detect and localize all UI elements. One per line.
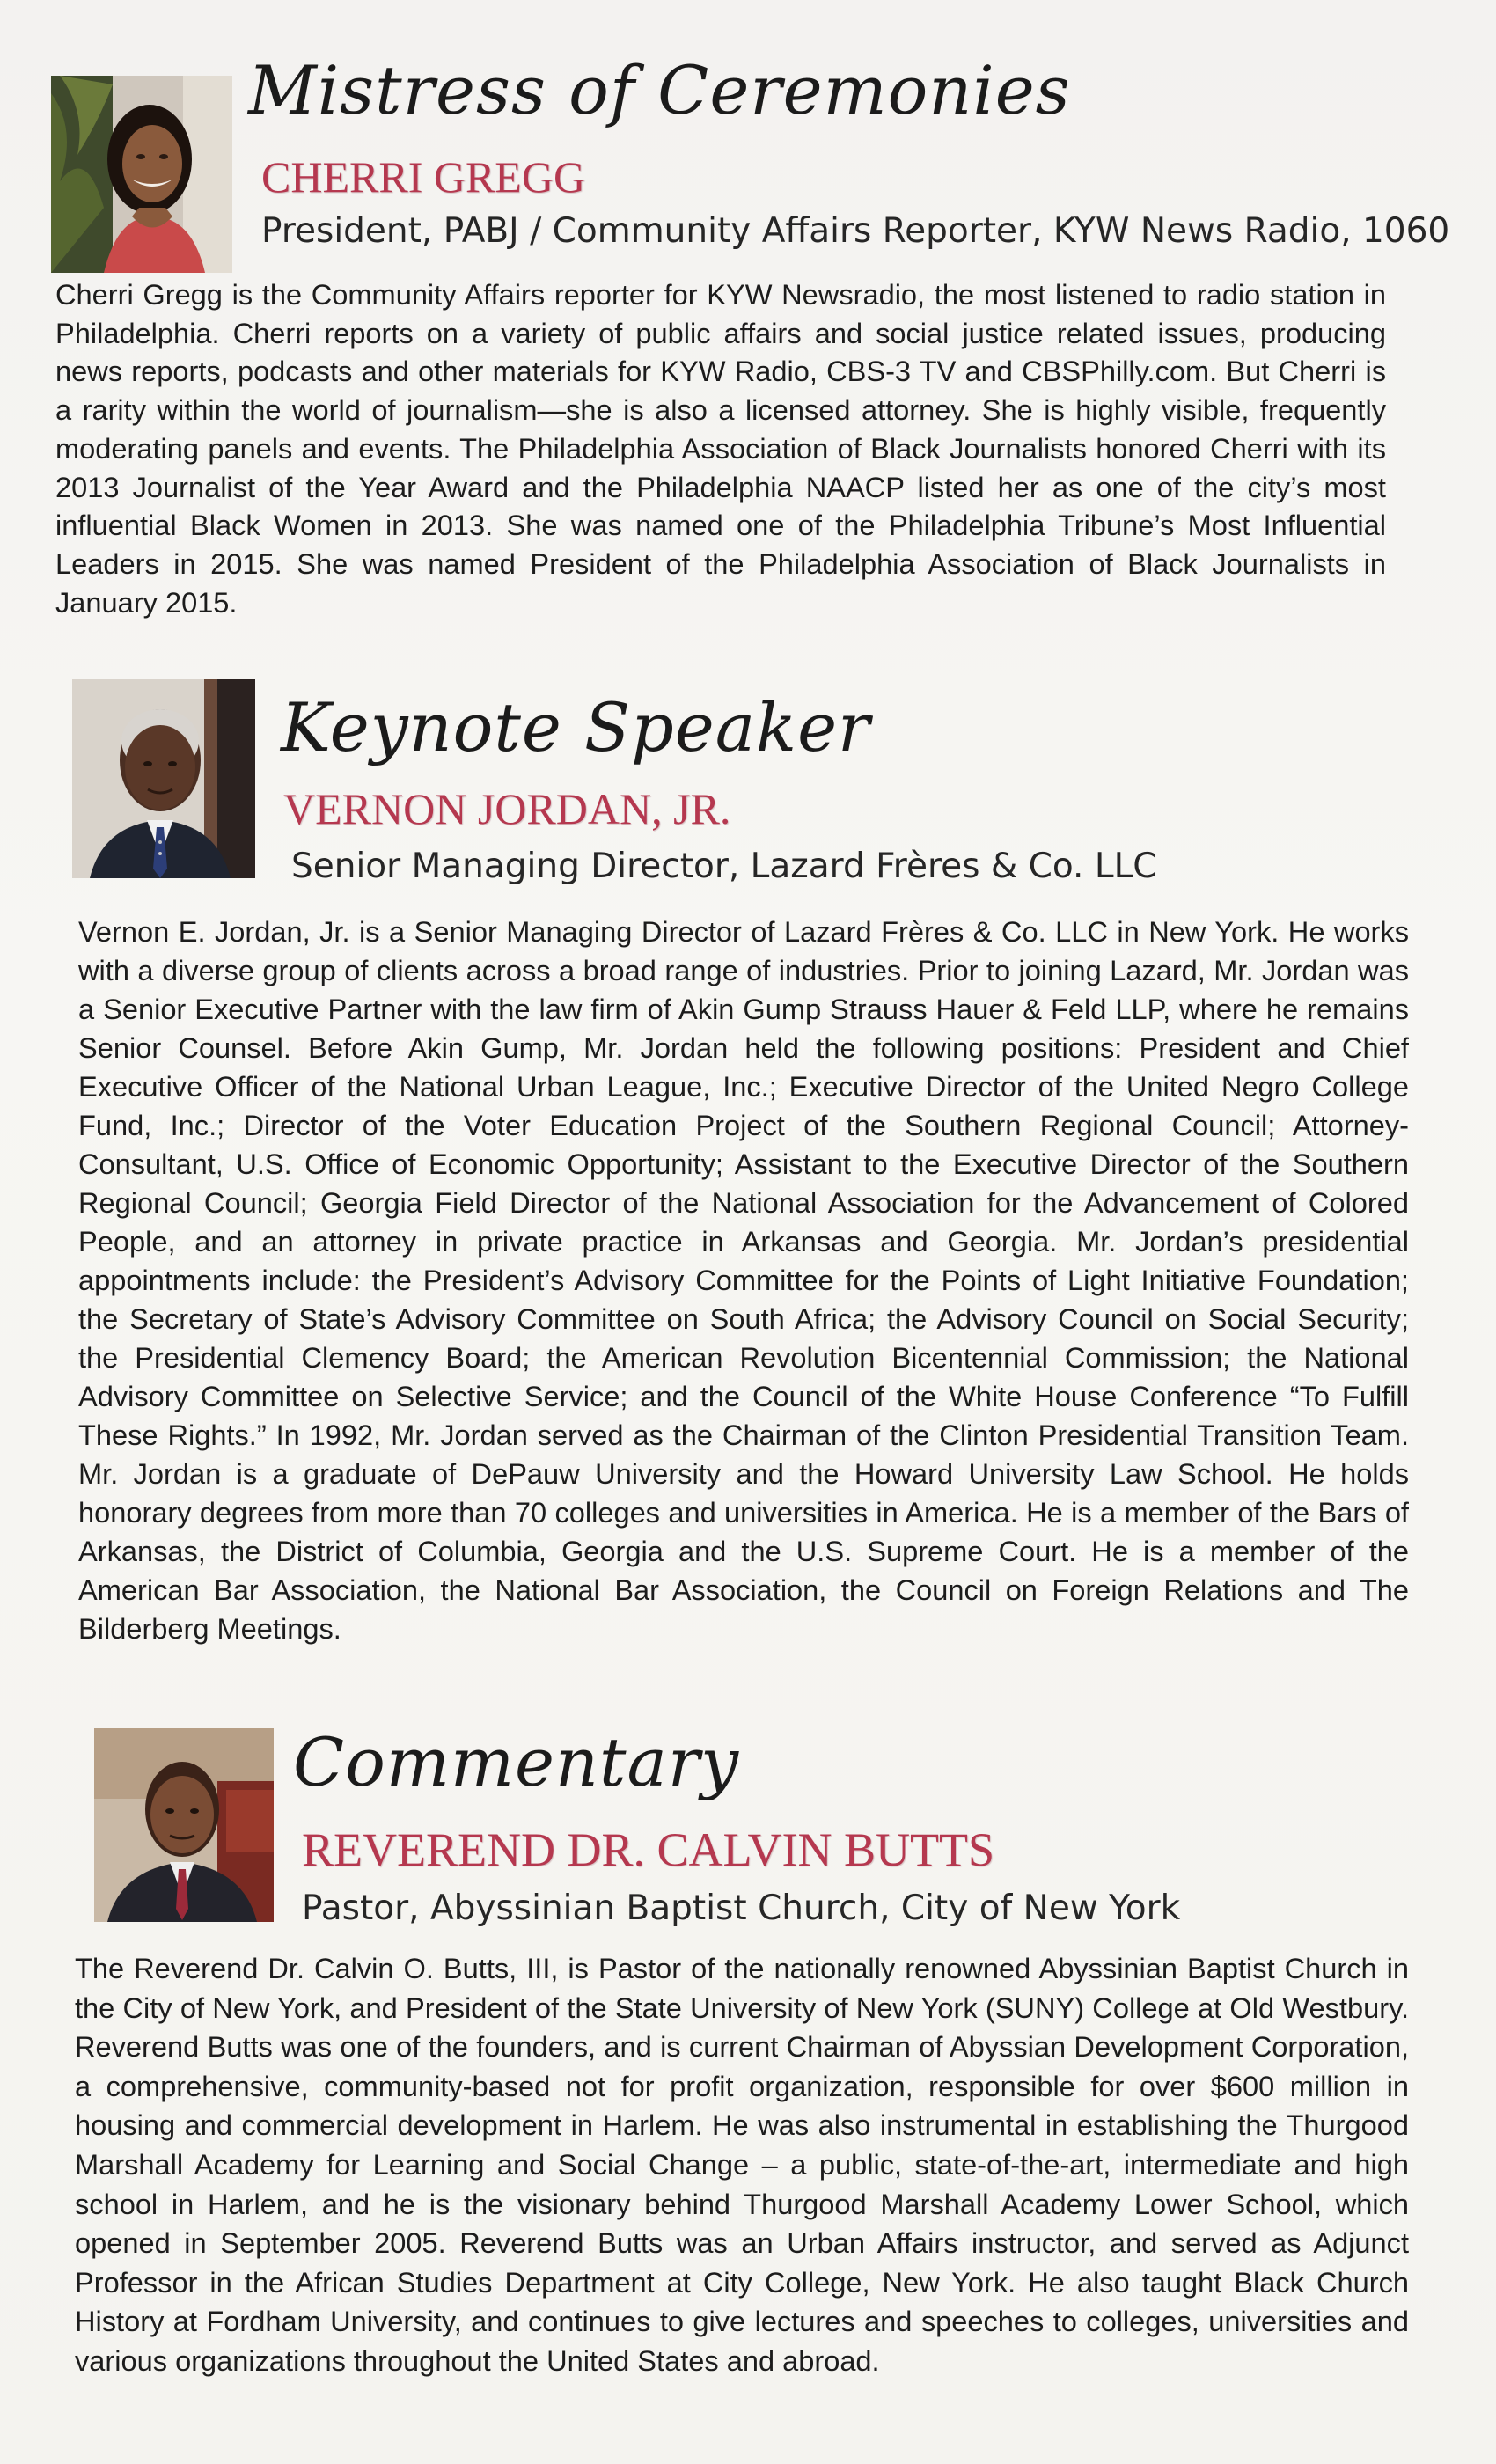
speaker-title: Pastor, Abyssinian Baptist Church, City of New York [302, 1888, 1181, 1928]
speaker-name: REVEREND DR. CALVIN BUTTS [302, 1823, 995, 1876]
role-heading: Commentary [293, 1723, 740, 1801]
speaker-bio: Vernon E. Jordan, Jr. is a Senior Managing Director of Lazard Frères & Co. LLC in New York. He works with a diverse group of clients across a broad range of industries. Prior to joining Lazard, Mr. Jordan was a Senior Executive Partner with the law firm of Akin Gump Strauss Hauer & Feld LLP, where he remains Senior Counsel. Before Akin Gump, Mr. Jordan held the following positions: President and Chief Executive Officer of the National Urban League, Inc.; Executive Director of the United Negro College Fund, Inc.; Director of the Voter Education Project of the Southern Regional Council; Attorney-Consultant, U.S. Office of Economic Opportunity; Assistant to the Executive Director of the Southern Regional Council; Georgia Field Director of the National Association for the Advancement of Colored People, and an attorney in private practice in Arkansas and Georgia. Mr. Jordan’s presidential appointments include: the President’s Advisory Committee for the Points of Light Initiative Foundation; the Secretary of State’s Advisory Committee on South Africa; the Advisory Council on Social Security; the Presidential Clemency Board; the American Revolution Bicentennial Commission; the National Advisory Committee on Selective Service; and the Council of the White House Conference “To Fulfill These Rights.” In 1992, Mr. Jordan served as the Chairman of the Clinton Presidential Transition Team. Mr. Jordan is a graduate of DePauw University and the Howard University Law School. He holds honorary degrees from more than 70 colleges and universities in America. He is a member of the Bars of Arkansas, the District of Columbia, Georgia and the U.S. Supreme Court. He is a member of the American Bar Association, the National Bar Association, the Council on Foreign Relations and The Bilderberg Meetings. [78, 915, 1409, 1645]
speaker-title: Senior Managing Director, Lazard Frères & Co. LLC [291, 847, 1157, 886]
speaker-bio: Cherri Gregg is the Community Affairs reporter for KYW Newsradio, the most listened to radio station in Philadelphia. Cherri reports on a variety of public affairs and social justice related issues, producing news reports, podcasts and other materials for KYW Radio, CBS-3 TV and CBSPhilly.com. But Cherri is a rarity within the world of journalism—she is also a licensed attorney. She is highly visible, frequently moderating panels and events. The Philadelphia Association of Black Journalists honored Cherri with its 2013 Journalist of the Year Award and the Philadelphia NAACP listed her as one of the city’s most influential Black Women in 2013. She was named one of the Philadelphia Tribune’s Most Influential Leaders in 2015. She was named President of the Philadelphia Association of Black Journalists in January 2015. [55, 278, 1386, 619]
role-heading: Mistress of Ceremonies [248, 51, 1071, 129]
speaker-bio: The Reverend Dr. Calvin O. Butts, III, is Pastor of the nationally renowned Abyssinian Baptist Church in the City of New York, and President of the State University of New York (SUNY) College at Old Westbury. Reverend Butts was one of the founders, and is current Chairman of Abyssian Development Corporation, a comprehensive, community-based not for profit organization, responsible for over $600 million in housing and commercial development in Harlem. He was also instrumental in establishing the Thurgood Marshall Academy for Learning and Social Change – a public, state-of-the-art, intermediate and high school in Harlem, and he is the visionary behind Thurgood Marshall Academy Lower School, which opened in September 2005. Reverend Butts was an Urban Affairs instructor, and served as Adjunct Professor in the African Studies Department at City College, New York. He also taught Black Church History at Fordham University, and continues to give lectures and speeches to colleges, universities and various organizations throughout the United States and abroad. [75, 1952, 1409, 2377]
speaker-name: VERNON JORDAN, JR. [283, 784, 731, 833]
calvin-butts-photo [94, 1728, 274, 1922]
vernon-jordan-photo [72, 679, 255, 878]
speaker-title: President, PABJ / Community Affairs Reporter, KYW News Radio, 1060 [261, 211, 1450, 251]
role-heading: Keynote Speaker [281, 688, 871, 766]
speaker-name: CHERRI GREGG [261, 152, 586, 202]
cherri-gregg-photo [51, 76, 232, 273]
